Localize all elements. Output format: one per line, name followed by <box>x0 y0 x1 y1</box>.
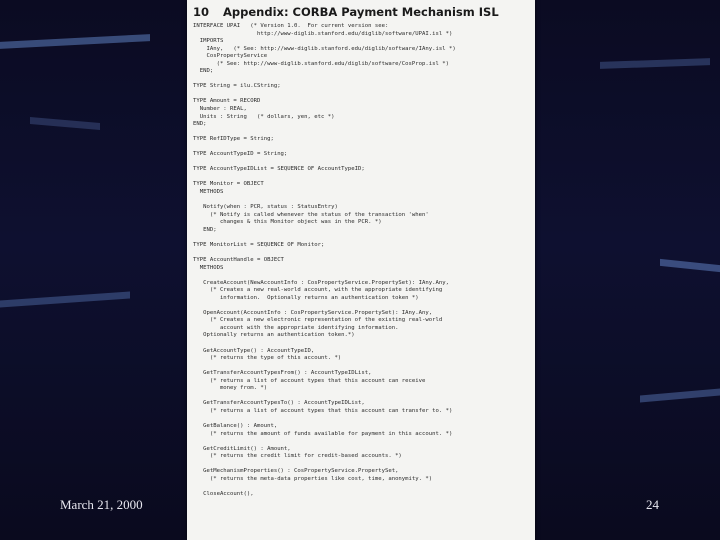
code-line <box>193 76 533 84</box>
code-line: TYPE RefIDType = String; <box>193 136 274 143</box>
code-line <box>193 234 533 242</box>
code-line: TYPE AccountTypeIDList = SEQUENCE OF AccountTypeID; <box>193 166 365 173</box>
code-line: TYPE Monitor = OBJECT <box>193 181 264 188</box>
code-line: TYPE MonitorList = SEQUENCE OF Monitor; <box>193 241 325 248</box>
code-line: IMPORTS <box>193 38 224 45</box>
code-line: END; <box>193 121 207 128</box>
code-line: information. Optionally returns an authentication token *) <box>193 294 419 301</box>
code-line <box>193 174 533 182</box>
decorative-stripe <box>0 291 130 307</box>
code-line: account with the appropriate identifying information. <box>193 324 399 331</box>
code-line: END; <box>193 68 214 75</box>
code-line: TYPE AccountTypeID = String; <box>193 151 288 158</box>
code-line: GetTransferAccountTypesFrom() : AccountTypeIDList, <box>193 370 372 377</box>
code-line: (* Creates a new electronic representation of the existing real-world <box>193 317 443 324</box>
code-line: TYPE String = ilu.CString; <box>193 83 281 90</box>
code-line <box>193 483 533 491</box>
code-line <box>193 159 533 167</box>
code-line: CosPropertyService <box>193 53 268 60</box>
decorative-stripe <box>640 389 720 403</box>
code-line <box>193 197 533 205</box>
code-line <box>193 415 533 423</box>
code-line: (* returns a list of account types that this account can receive <box>193 377 426 384</box>
code-line <box>193 393 533 401</box>
code-line: GetMechanismProperties() : CosPropertyService.PropertySet, <box>193 468 399 475</box>
code-line: (* Notify is called whenever the status of the transaction 'when' <box>193 211 429 218</box>
code-line <box>193 129 533 137</box>
section-title: Appendix: CORBA Payment Mechanism ISL <box>223 5 499 19</box>
code-line: TYPE Amount = RECORD <box>193 98 261 105</box>
code-line: GetTransferAccountTypesTo() : AccountTypeIDList, <box>193 400 365 407</box>
decorative-stripe <box>600 58 710 69</box>
code-line: TYPE AccountHandle = OBJECT <box>193 256 284 263</box>
code-line: (* returns the type of this account. *) <box>193 355 342 362</box>
code-line: METHODS <box>193 264 224 271</box>
code-line: GetAccountType() : AccountTypeID, <box>193 347 315 354</box>
code-line <box>193 461 533 469</box>
slide-number: 24 <box>646 497 659 512</box>
code-line <box>193 91 533 99</box>
code-line: Units : String (* dollars, yen, etc *) <box>193 113 335 120</box>
code-line <box>193 363 533 371</box>
code-line <box>193 302 533 310</box>
document-heading <box>193 5 533 19</box>
code-line: Number : REAL, <box>193 106 247 113</box>
decorative-stripe <box>0 34 150 49</box>
footer-date: March 21, 2000 <box>60 497 143 512</box>
code-line: INTERFACE UPAI (* Version 1.0. For current version see: <box>193 23 389 29</box>
code-line: GetBalance() : Amount, <box>193 422 278 429</box>
code-line <box>193 272 533 280</box>
code-line: CreateAccount(NewAccountInfo : CosPropertyService.PropertySet): IAny.Any, <box>193 279 449 286</box>
code-line: (* returns the meta-data properties like cost, time, anonymity. *) <box>193 475 433 482</box>
code-line: CloseAccount(), <box>193 490 254 497</box>
code-line: (* Creates a new real-world account, with the appropriate identifying <box>193 287 443 294</box>
code-line: (* returns a list of account types that this account can transfer to. *) <box>193 407 453 414</box>
code-line: http://www-diglib.stanford.edu/diglib/software/UPAI.isl *) <box>193 30 453 37</box>
code-line: METHODS <box>193 189 224 196</box>
code-line: END; <box>193 226 217 233</box>
code-line: OpenAccount(AccountInfo : CosPropertyService.PropertySet): IAny.Any, <box>193 309 433 316</box>
decorative-stripe <box>30 117 100 130</box>
decorative-stripe <box>660 259 720 272</box>
code-line: money from. *) <box>193 385 268 392</box>
code-line: (* returns the amount of funds available for payment in this account. *) <box>193 430 453 437</box>
code-line <box>193 144 533 152</box>
code-line: Notify(when : PCR, status : StatusEntry) <box>193 204 338 211</box>
code-line: (* See: http://www-diglib.stanford.edu/diglib/software/CosProp.isl *) <box>193 60 449 67</box>
code-line: changes & this Monitor object was in the PCR. *) <box>193 219 382 226</box>
isl-code-listing <box>193 23 533 498</box>
code-line: IAny, (* See: http://www-diglib.stanford.edu/diglib/software/IAny.isl *) <box>193 45 456 52</box>
code-line: (* returns the credit limit for credit-based accounts. *) <box>193 453 402 460</box>
code-line <box>193 249 533 257</box>
section-number: 10 <box>193 5 210 19</box>
code-line <box>193 438 533 446</box>
code-line: GetCreditLimit() : Amount, <box>193 445 291 452</box>
code-line: Optionally returns an authentication token.*) <box>193 332 355 339</box>
scanned-document-page <box>187 0 535 540</box>
code-line <box>193 340 533 348</box>
